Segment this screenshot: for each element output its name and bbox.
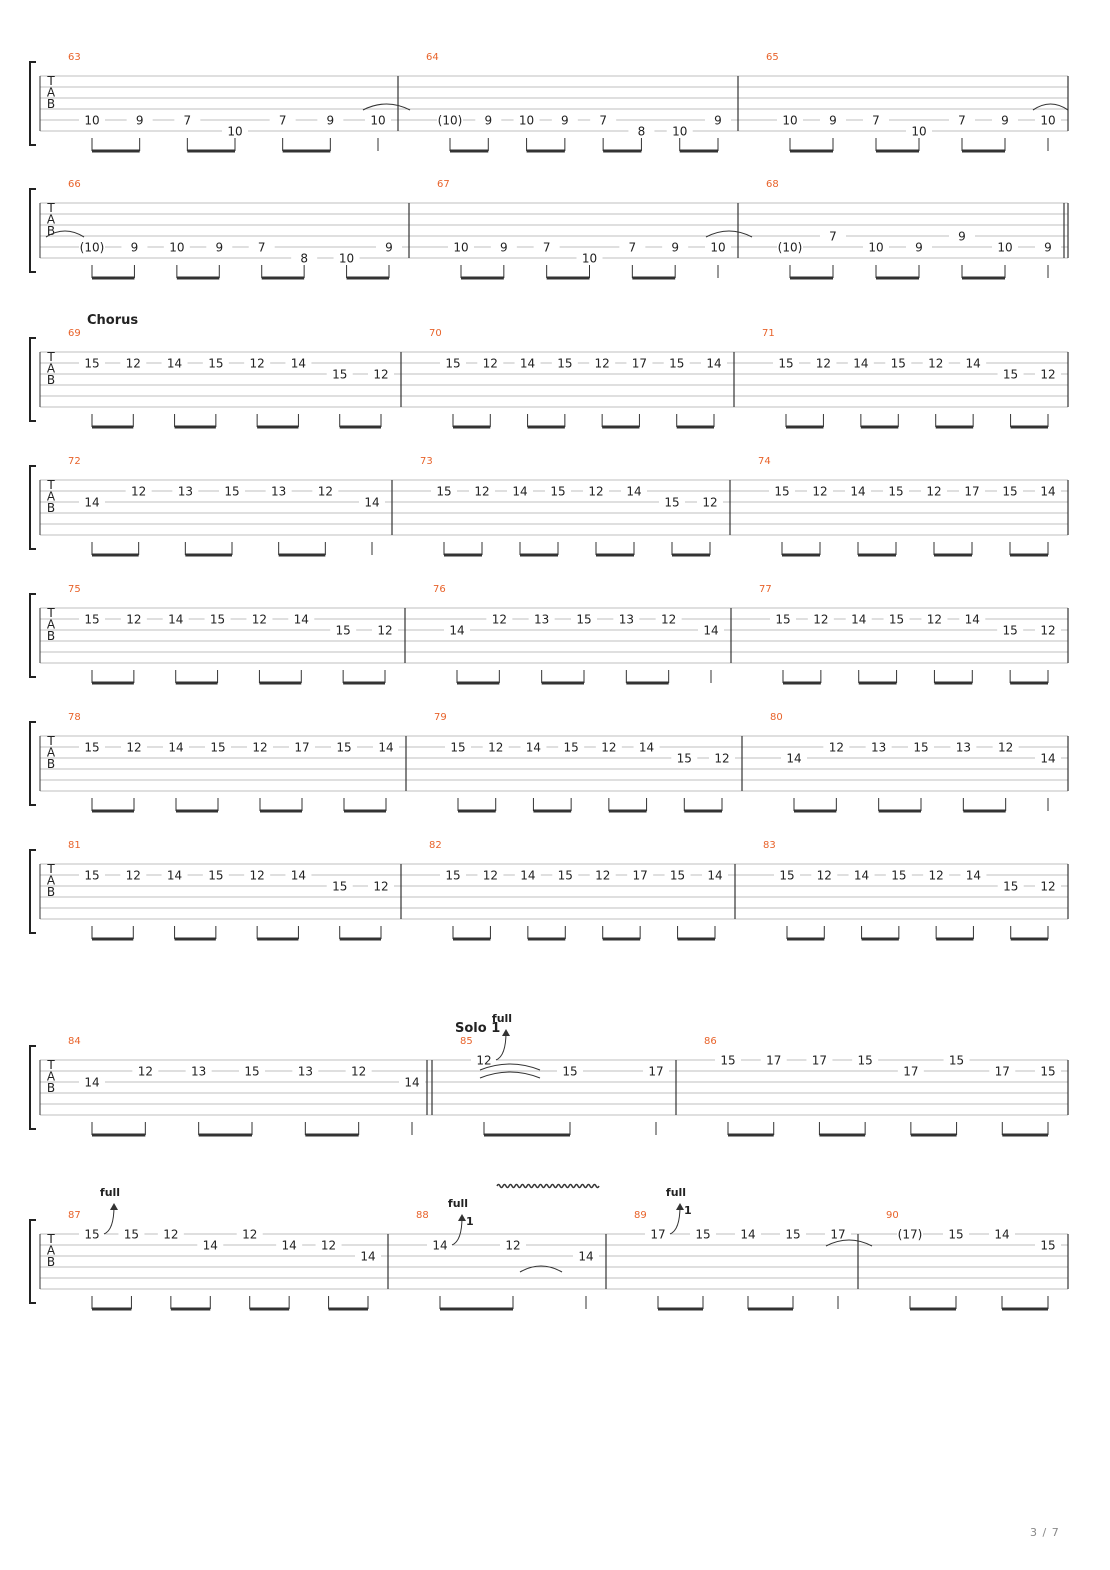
fret-number: 15 bbox=[84, 740, 100, 755]
fret-number: 14 bbox=[850, 484, 866, 499]
fret-number: 15 bbox=[336, 740, 352, 755]
fret-number: 15 bbox=[1002, 484, 1018, 499]
fret-number: 14 bbox=[166, 868, 183, 883]
fret-number: 7 bbox=[829, 229, 837, 244]
fret-number: 10 bbox=[710, 240, 726, 255]
fret-number: (10) bbox=[437, 113, 463, 128]
fret-number: 10 bbox=[169, 240, 185, 255]
bend-arrowhead bbox=[110, 1203, 118, 1210]
fret-number: 12 bbox=[595, 868, 611, 883]
fret-number: 15 bbox=[775, 612, 791, 627]
fret-number: 12 bbox=[249, 868, 265, 883]
fret-number: 14 bbox=[360, 1249, 376, 1264]
fret-number: 10 bbox=[84, 113, 100, 128]
fret-number: 17 bbox=[766, 1053, 782, 1068]
measure-number: 81 bbox=[68, 840, 81, 851]
fret-number: 12 bbox=[137, 1064, 153, 1079]
fret-number: 15 bbox=[888, 484, 904, 499]
fret-number: 14 bbox=[638, 740, 655, 755]
fret-number: 15 bbox=[1002, 623, 1018, 638]
fret-number: 15 bbox=[664, 495, 680, 510]
fret-number: 14 bbox=[853, 868, 870, 883]
fret-number: 14 bbox=[378, 740, 394, 755]
fret-number: 12 bbox=[601, 740, 617, 755]
measure-number: 72 bbox=[68, 456, 81, 467]
fret-number: 10 bbox=[1040, 113, 1056, 128]
fret-number: 14 bbox=[432, 1238, 448, 1253]
system-brace bbox=[30, 189, 36, 272]
fret-number: 12 bbox=[476, 1053, 492, 1068]
tie-slur bbox=[480, 1072, 540, 1078]
fret-number: 12 bbox=[926, 612, 943, 627]
fret-number: 14 bbox=[449, 623, 465, 638]
fret-number: 10 bbox=[911, 124, 927, 139]
bend-label: full bbox=[665, 1186, 687, 1199]
fret-number: 15 bbox=[450, 740, 466, 755]
fret-number: 7 bbox=[183, 113, 192, 128]
tab-clef-letter: A bbox=[46, 617, 56, 632]
tab-system bbox=[30, 456, 1068, 555]
tab-clef-letter: A bbox=[46, 1069, 56, 1084]
fret-number: 14 bbox=[168, 740, 184, 755]
tab-clef-letter: B bbox=[46, 97, 56, 111]
fret-number: 14 bbox=[965, 868, 982, 883]
fret-number: 13 bbox=[534, 612, 550, 627]
tab-clef-letter: A bbox=[46, 212, 56, 227]
fret-number: 12 bbox=[249, 356, 265, 371]
fret-number: 14 bbox=[168, 612, 184, 627]
fret-number: 13 bbox=[297, 1064, 313, 1079]
measure-number: 66 bbox=[68, 179, 81, 190]
tab-clef-letter: A bbox=[46, 361, 56, 376]
fret-number: 15 bbox=[785, 1227, 801, 1242]
fret-number: 13 bbox=[871, 740, 887, 755]
fret-number: 12 bbox=[1040, 623, 1056, 638]
fret-number: 15 bbox=[669, 868, 686, 883]
fret-number: 14 bbox=[994, 1227, 1010, 1242]
fret-number: 15 bbox=[335, 623, 351, 638]
fret-number: 17 bbox=[650, 1227, 666, 1242]
fret-number: 14 bbox=[525, 740, 542, 755]
fret-number: 8 bbox=[300, 251, 308, 266]
fret-number: 10 bbox=[868, 240, 884, 255]
fret-number: 12 bbox=[588, 484, 604, 499]
fret-number: 17 bbox=[294, 740, 310, 755]
fret-number: 14 bbox=[1040, 751, 1056, 766]
fret-number: 12 bbox=[317, 484, 333, 499]
fret-number: 10 bbox=[581, 251, 598, 266]
fret-number: 15 bbox=[779, 868, 795, 883]
fret-number: 14 bbox=[965, 356, 981, 371]
fret-number: 15 bbox=[445, 356, 461, 371]
fret-number: 15 bbox=[891, 868, 907, 883]
bend-label: full bbox=[491, 1012, 513, 1025]
fret-number: 9 bbox=[1044, 240, 1052, 255]
fret-number: 12 bbox=[813, 612, 829, 627]
tab-clef-letter: B bbox=[46, 885, 56, 899]
measure-number: 79 bbox=[434, 712, 447, 723]
fret-number: 9 bbox=[130, 240, 139, 255]
fret-number: 15 bbox=[445, 868, 461, 883]
tab-clef-letter: B bbox=[46, 1255, 56, 1269]
vibrato-line bbox=[497, 1185, 599, 1188]
bend-arrow bbox=[496, 1032, 506, 1060]
fret-number: 12 bbox=[126, 612, 142, 627]
fret-number: 12 bbox=[816, 868, 832, 883]
tab-system bbox=[30, 313, 1068, 427]
measure-number: 88 bbox=[416, 1210, 429, 1221]
system-brace bbox=[30, 466, 36, 549]
fret-number: 12 bbox=[928, 356, 944, 371]
system-brace bbox=[30, 594, 36, 677]
tab-clef-letter: T bbox=[47, 350, 55, 364]
tab-clef-letter: A bbox=[46, 85, 56, 100]
fret-number: 17 bbox=[994, 1064, 1010, 1079]
bend-arrowhead bbox=[458, 1214, 466, 1221]
measure-number: 78 bbox=[68, 712, 81, 723]
fret-number: (10) bbox=[777, 240, 803, 255]
measure-number: 74 bbox=[758, 456, 771, 467]
fret-number: 14 bbox=[853, 356, 869, 371]
fret-number: 9 bbox=[326, 113, 335, 128]
fret-number: 14 bbox=[290, 868, 307, 883]
system-brace bbox=[30, 850, 36, 933]
fret-number: 17 bbox=[964, 484, 980, 499]
fret-number: 15 bbox=[210, 740, 226, 755]
fret-number: 15 bbox=[913, 740, 929, 755]
fret-number: 17 bbox=[632, 868, 648, 883]
tab-system bbox=[30, 1012, 1068, 1135]
fret-number: 15 bbox=[123, 1227, 140, 1242]
fret-number: 7 bbox=[958, 113, 966, 128]
fret-number: 15 bbox=[695, 1227, 711, 1242]
tab-clef-letter: T bbox=[47, 862, 55, 876]
fret-number: 12 bbox=[812, 484, 828, 499]
fret-number: 14 bbox=[578, 1249, 594, 1264]
fret-number: 14 bbox=[293, 612, 309, 627]
fret-number: 10 bbox=[518, 113, 535, 128]
bend-arrow bbox=[452, 1217, 462, 1245]
fret-number: 14 bbox=[786, 751, 802, 766]
measure-number: 85 bbox=[460, 1036, 473, 1047]
fret-number: 12 bbox=[373, 367, 389, 382]
measure-number: 83 bbox=[763, 840, 776, 851]
fret-number: 9 bbox=[561, 113, 569, 128]
fret-number: 15 bbox=[84, 1227, 100, 1242]
fret-number: 13 bbox=[955, 740, 971, 755]
fret-number: 10 bbox=[672, 124, 688, 139]
fret-number: 15 bbox=[557, 868, 573, 883]
fret-number: 12 bbox=[928, 868, 944, 883]
fret-number: 14 bbox=[202, 1238, 218, 1253]
fret-number: 14 bbox=[364, 495, 380, 510]
fret-number: 10 bbox=[453, 240, 469, 255]
fret-number: 15 bbox=[84, 868, 100, 883]
measure-number: 76 bbox=[433, 584, 446, 595]
fret-number: 12 bbox=[815, 356, 832, 371]
system-brace bbox=[30, 1220, 36, 1303]
fret-number: 9 bbox=[829, 113, 837, 128]
bend-label: full bbox=[99, 1186, 121, 1199]
fret-number: 15 bbox=[562, 1064, 578, 1079]
fret-number: 14 bbox=[404, 1075, 420, 1090]
fret-number: 14 bbox=[512, 484, 528, 499]
fret-number: 12 bbox=[242, 1227, 258, 1242]
fret-number: 14 bbox=[281, 1238, 297, 1253]
fret-number: 12 bbox=[377, 623, 393, 638]
measure-number: 68 bbox=[766, 179, 779, 190]
fret-number: 7 bbox=[872, 113, 880, 128]
fret-number: 12 bbox=[125, 356, 141, 371]
fret-number: 15 bbox=[774, 484, 790, 499]
tab-system bbox=[30, 584, 1068, 683]
fret-number: 12 bbox=[373, 879, 389, 894]
page-number: 3 / 7 bbox=[1030, 1526, 1060, 1539]
fret-number: 9 bbox=[671, 240, 679, 255]
fret-number: 7 bbox=[278, 113, 287, 128]
fret-number: 14 bbox=[706, 356, 722, 371]
fret-number: 14 bbox=[964, 612, 980, 627]
measure-number: 77 bbox=[759, 584, 772, 595]
bend-arrowhead bbox=[502, 1029, 510, 1036]
fret-number: 15 bbox=[1040, 1238, 1056, 1253]
measure-number: 71 bbox=[762, 328, 775, 339]
fret-number: 12 bbox=[320, 1238, 337, 1253]
measure-number: 70 bbox=[429, 328, 442, 339]
fret-number: 12 bbox=[351, 1064, 367, 1079]
fret-number: 14 bbox=[703, 623, 719, 638]
fret-number: 15 bbox=[778, 356, 794, 371]
fret-number: 9 bbox=[215, 240, 224, 255]
fret-number: 14 bbox=[290, 356, 307, 371]
fret-number: 12 bbox=[926, 484, 942, 499]
tab-clef-letter: A bbox=[46, 489, 56, 504]
fret-number: 15 bbox=[890, 356, 906, 371]
system-brace bbox=[30, 1046, 36, 1129]
fret-number: 17 bbox=[830, 1227, 846, 1242]
fret-number: 15 bbox=[550, 484, 566, 499]
fret-number: 17 bbox=[631, 356, 648, 371]
fret-number: 12 bbox=[998, 740, 1014, 755]
fret-number: 12 bbox=[482, 868, 499, 883]
tab-clef-letter: B bbox=[46, 757, 56, 771]
tab-system bbox=[30, 52, 1068, 151]
fret-number: 10 bbox=[997, 240, 1013, 255]
measure-number: 84 bbox=[68, 1036, 81, 1047]
fret-number: 9 bbox=[484, 113, 493, 128]
fret-number: 15 bbox=[332, 879, 348, 894]
fret-number: 12 bbox=[474, 484, 490, 499]
tab-clef-letter: B bbox=[46, 501, 56, 515]
fret-number: (17) bbox=[897, 1227, 923, 1242]
fret-number: 9 bbox=[714, 113, 722, 128]
bend-arrow bbox=[104, 1206, 114, 1234]
measure-number: 63 bbox=[68, 52, 81, 63]
tab-system bbox=[30, 1186, 1068, 1309]
fret-number: 9 bbox=[135, 113, 144, 128]
fret-number: 15 bbox=[244, 1064, 260, 1079]
fret-number: 15 bbox=[720, 1053, 736, 1068]
fret-number: 10 bbox=[227, 124, 243, 139]
fret-number: 10 bbox=[782, 113, 798, 128]
fret-number: 13 bbox=[271, 484, 287, 499]
fret-number: 14 bbox=[626, 484, 642, 499]
fret-number: 15 bbox=[557, 356, 573, 371]
tab-clef-letter: T bbox=[47, 478, 55, 492]
system-brace bbox=[30, 722, 36, 805]
fret-number: 15 bbox=[948, 1053, 965, 1068]
fret-number: 15 bbox=[676, 751, 692, 766]
fret-number: 15 bbox=[1040, 1064, 1056, 1079]
fret-number: 15 bbox=[857, 1053, 873, 1068]
fret-number: 13 bbox=[191, 1064, 207, 1079]
fret-number: 12 bbox=[482, 356, 498, 371]
tab-clef-letter: B bbox=[46, 629, 56, 643]
system-brace bbox=[30, 62, 36, 145]
fret-number: 12 bbox=[126, 740, 142, 755]
bend-release-mark: 1 bbox=[466, 1215, 474, 1228]
tab-system bbox=[30, 712, 1068, 811]
fret-number: 9 bbox=[385, 240, 393, 255]
measure-number: 90 bbox=[886, 1210, 899, 1221]
fret-number: 17 bbox=[648, 1064, 664, 1079]
fret-number: 12 bbox=[702, 495, 718, 510]
bend-release-mark: 1 bbox=[684, 1204, 692, 1217]
fret-number: 14 bbox=[519, 356, 536, 371]
fret-number: 7 bbox=[599, 113, 607, 128]
bend-arrow bbox=[670, 1206, 680, 1234]
fret-number: 15 bbox=[669, 356, 685, 371]
fret-number: 14 bbox=[707, 868, 723, 883]
fret-number: 12 bbox=[1040, 367, 1056, 382]
fret-number: 7 bbox=[542, 240, 551, 255]
system-brace bbox=[30, 338, 36, 421]
fret-number: 15 bbox=[208, 868, 224, 883]
tab-clef-letter: T bbox=[47, 1058, 55, 1072]
fret-number: 15 bbox=[576, 612, 592, 627]
fret-number: 12 bbox=[491, 612, 507, 627]
fret-number: 12 bbox=[163, 1227, 179, 1242]
tab-clef-letter: T bbox=[47, 1232, 55, 1246]
fret-number: 15 bbox=[208, 356, 224, 371]
fret-number: 15 bbox=[84, 356, 100, 371]
fret-number: 14 bbox=[520, 868, 536, 883]
tab-clef-letter: A bbox=[46, 745, 56, 760]
fret-number: 15 bbox=[888, 612, 905, 627]
fret-number: (10) bbox=[79, 240, 105, 255]
fret-number: 9 bbox=[1001, 113, 1009, 128]
fret-number: 12 bbox=[252, 740, 268, 755]
measure-number: 73 bbox=[420, 456, 433, 467]
fret-number: 17 bbox=[811, 1053, 828, 1068]
fret-number: 12 bbox=[594, 356, 610, 371]
measure-number: 82 bbox=[429, 840, 442, 851]
measure-number: 86 bbox=[704, 1036, 717, 1047]
fret-number: 17 bbox=[903, 1064, 919, 1079]
fret-number: 14 bbox=[1040, 484, 1056, 499]
fret-number: 9 bbox=[958, 229, 966, 244]
bend-arrowhead bbox=[676, 1203, 684, 1210]
measure-number: 89 bbox=[634, 1210, 647, 1221]
fret-number: 14 bbox=[740, 1227, 756, 1242]
tab-clef-letter: T bbox=[47, 734, 55, 748]
fret-number: 9 bbox=[500, 240, 508, 255]
fret-number: 15 bbox=[948, 1227, 964, 1242]
measure-number: 67 bbox=[437, 179, 450, 190]
fret-number: 12 bbox=[488, 740, 504, 755]
fret-number: 13 bbox=[177, 484, 193, 499]
tab-system bbox=[30, 179, 1068, 278]
measure-number: 75 bbox=[68, 584, 81, 595]
section-label: Solo 1 bbox=[455, 1021, 501, 1036]
fret-number: 12 bbox=[1040, 879, 1056, 894]
fret-number: 8 bbox=[637, 124, 646, 139]
bend-label: full bbox=[447, 1197, 469, 1210]
fret-number: 15 bbox=[209, 612, 226, 627]
fret-number: 15 bbox=[1003, 879, 1019, 894]
fret-number: 12 bbox=[505, 1238, 521, 1253]
fret-number: 14 bbox=[84, 495, 100, 510]
fret-number: 10 bbox=[370, 113, 386, 128]
fret-number: 13 bbox=[618, 612, 634, 627]
fret-number: 15 bbox=[84, 612, 100, 627]
tab-clef-letter: B bbox=[46, 373, 56, 387]
tab-clef-letter: T bbox=[47, 606, 55, 620]
section-label: Chorus bbox=[87, 313, 139, 328]
tab-clef-letter: T bbox=[47, 201, 55, 215]
tab-clef-letter: A bbox=[46, 1243, 56, 1258]
fret-number: 12 bbox=[125, 868, 141, 883]
fret-number: 12 bbox=[251, 612, 268, 627]
measure-number: 65 bbox=[766, 52, 779, 63]
fret-number: 7 bbox=[257, 240, 266, 255]
tab-clef-letter: T bbox=[47, 74, 55, 88]
fret-number: 12 bbox=[714, 751, 730, 766]
fret-number: 14 bbox=[166, 356, 183, 371]
measure-number: 64 bbox=[426, 52, 439, 63]
tab-clef-letter: B bbox=[46, 224, 56, 238]
fret-number: 14 bbox=[851, 612, 867, 627]
fret-number: 14 bbox=[84, 1075, 100, 1090]
measure-number: 69 bbox=[68, 328, 81, 339]
fret-number: 15 bbox=[224, 484, 240, 499]
tab-clef-letter: B bbox=[46, 1081, 56, 1095]
fret-number: 15 bbox=[563, 740, 579, 755]
fret-number: 15 bbox=[332, 367, 348, 382]
fret-number: 12 bbox=[828, 740, 844, 755]
fret-number: 10 bbox=[338, 251, 355, 266]
tab-clef-letter: A bbox=[46, 873, 56, 888]
fret-number: 12 bbox=[131, 484, 147, 499]
fret-number: 15 bbox=[1002, 367, 1019, 382]
fret-number: 9 bbox=[915, 240, 923, 255]
fret-number: 12 bbox=[661, 612, 677, 627]
measure-number: 87 bbox=[68, 1210, 81, 1221]
fret-number: 15 bbox=[436, 484, 452, 499]
measure-number: 80 bbox=[770, 712, 783, 723]
tab-system bbox=[30, 840, 1068, 939]
fret-number: 7 bbox=[628, 240, 637, 255]
